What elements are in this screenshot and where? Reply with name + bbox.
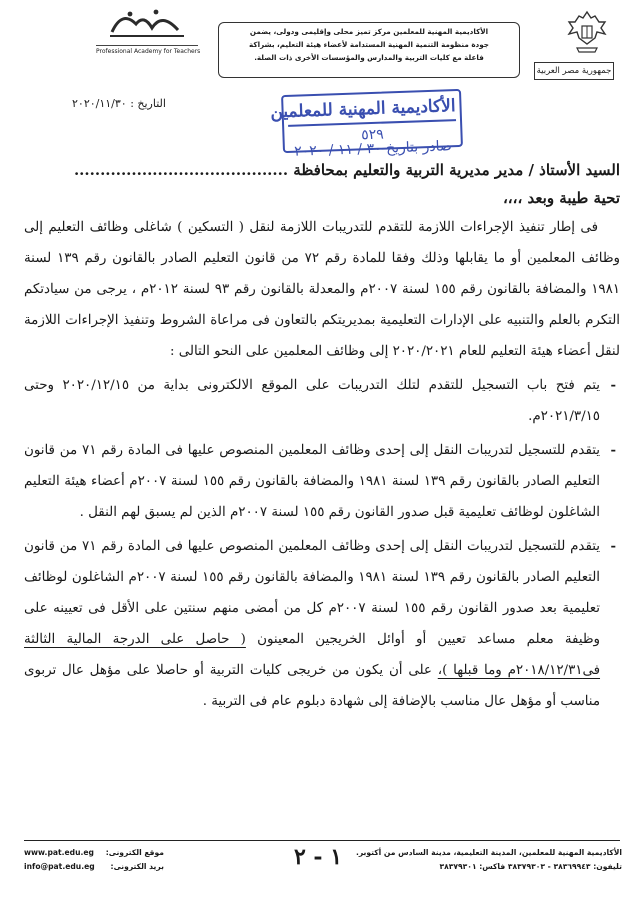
academy-desc-line: جودة منظومة التنمية المهنية المستدامة لأعضاء هيئة التعليم، بشراكة: [249, 40, 489, 49]
stamp-number: ٥٢٩: [360, 126, 385, 144]
addressee-prefix: السيد الأستاذ /: [528, 161, 620, 179]
list-item-text: يتقدم للتسجيل لتدريبات النقل إلى إحدى وظائف المعلمين المنصوص عليها فى المادة رقم ٧١ من قانون التعليم الصادر بالقانون رقم ١٣٩ لسنة ١٩٨١ والمضافة بالقانون رقم ١٥٥ لسنة ٢٠٠٧م الشاغلون لوظائف تعليمية بعد صدور القانون رقم ١٥٥ لسنة ٢٠٠٧م كل من أمضى منهم سنتين على الأقل فى تعيينه على وظيفة معلم مساعد تعيين أو أوائل الخريجين المعينون: [24, 539, 601, 647]
email-row: [24, 860, 164, 874]
underlined-condition: ( حاصل على الدرجة المالية الثالثة فى٢٠١٨/١٢/٣١م وما قبلها )،: [24, 632, 601, 678]
conditions-list: [24, 370, 620, 717]
letter-body: [24, 212, 620, 717]
republic-label: جمهورية مصر العربية: [534, 62, 614, 80]
footer-contact: [24, 846, 164, 874]
page-number: ١ - ٢: [293, 844, 343, 870]
addressee-line: [50, 159, 620, 181]
list-item: [24, 531, 620, 717]
letterhead: [0, 6, 644, 86]
email-link[interactable]: info@pat.edu.eg: [24, 862, 95, 871]
list-item: - يتم فتح باب التسجيل للتقدم لتلك التدريبات على الموقع الالكترونى بداية من ٢٠٢٠/١٢/١٥ وحتى ٢٠٢١/٣/١٥م.: [24, 370, 620, 432]
academy-desc-line: الأكاديمية المهنية للمعلمين مركز تميز محلى وإقليمى ودولى، يضمن: [249, 27, 489, 36]
date-label: التاريخ :: [130, 97, 166, 110]
academy-desc-line: فاعلة مع كليات التربية والمدارس والمؤسسات الأخرى ذات الصلة.: [254, 53, 484, 62]
outgoing-stamp: [270, 89, 463, 160]
eagle-icon: [565, 8, 609, 56]
footer-phone-line: تليفون: ٣٨٣٦٩٩٤٣ - ٣٨٣٧٩٣٠٣ فاكس: ٣٨٣٧٩٣٠١: [439, 862, 622, 871]
academy-description-box: [218, 22, 520, 78]
email-label: بريد الكترونى:: [110, 862, 164, 871]
eagle-emblem-block: [552, 8, 622, 56]
list-item: - يتقدم للتسجيل لتدريبات النقل إلى إحدى وظائف المعلمين المنصوص عليها فى المادة رقم ٧١ من قانون التعليم الصادر بالقانون رقم ١٣٩ لسنة ١٩٨١ والمضافة بالقانون رقم ١٥٥ لسنة ٢٠٠٧م أعضاء هيئة التعليم الشاغلون لوظائف تعليمية قبل صدور القانون رقم ١٥٥ لسنة ٢٠٠٧م الذين لم يسبق لهم النقل .: [24, 435, 620, 528]
stamp-title: الأكاديمية المهنية للمعلمين: [287, 91, 456, 127]
footer-address-line: الأكاديمية المهنية للمعلمين، المدينة التعليمية، مدينة السادس من أكتوبر.: [355, 848, 622, 857]
footer-divider: [24, 840, 620, 841]
intro-paragraph: فى إطار تنفيذ الإجراءات اللازمة للتقدم للتدريبات اللازمة لنقل ( التسكين ) شاغلى وظائف التعليم إلى وظائف المعلمين أو ما يقابلها وذلك وفقا للمادة رقم ٧٢ من قانون التعليم الصادر بالقانون رقم ١٣٩ لسنة ١٩٨١ والمضافة بالقانون رقم ١٥٥ لسنة ٢٠٠٧م والمعدلة بالقانون رقم ٩٣ لسنة ٢٠١٢م ، يرجى من سيادتكم التكرم بالعلم والتنبيه على الإدارات التعليمية بمديريتكم بالتعاون فى مراعاة الشروط وتنفيذ الإجراءات اللازمة لنقل أعضاء هيئة التعليم للعام ٢٠٢٠/٢٠٢١ إلى وظائف المعلمين على النحو التالى :: [24, 220, 621, 359]
academy-logo-english: Professional Academy for Teachers: [96, 45, 198, 56]
stamp-issued-date: صادر بتاريخ ٣٠ / ١١ / ٢٠٢٠: [293, 138, 452, 160]
addressee-dots: .........................................: [73, 161, 289, 179]
letter-footer: [0, 840, 644, 900]
date-value: ٢٠٢٠/١١/٣٠: [72, 97, 127, 110]
website-link[interactable]: www.pat.edu.eg: [24, 848, 94, 857]
greeting: تحية طيبة وبعد ،،،،: [502, 189, 620, 207]
academy-logo-icon: [92, 6, 202, 40]
academy-logo: [88, 6, 206, 56]
addressee-title: مدير مديرية التربية والتعليم بمحافظة: [293, 161, 524, 179]
list-item-text: على أن يكون من خريجى كليات التربية أو حاصلا على مؤهل عال تربوى مناسب أو مؤهل عال مناسب بالإضافة إلى شهادة دبلوم عام فى التربية .: [24, 663, 600, 709]
date-line: [72, 97, 176, 110]
website-label: موقع الكترونى:: [105, 848, 164, 857]
website-row: [24, 846, 164, 860]
